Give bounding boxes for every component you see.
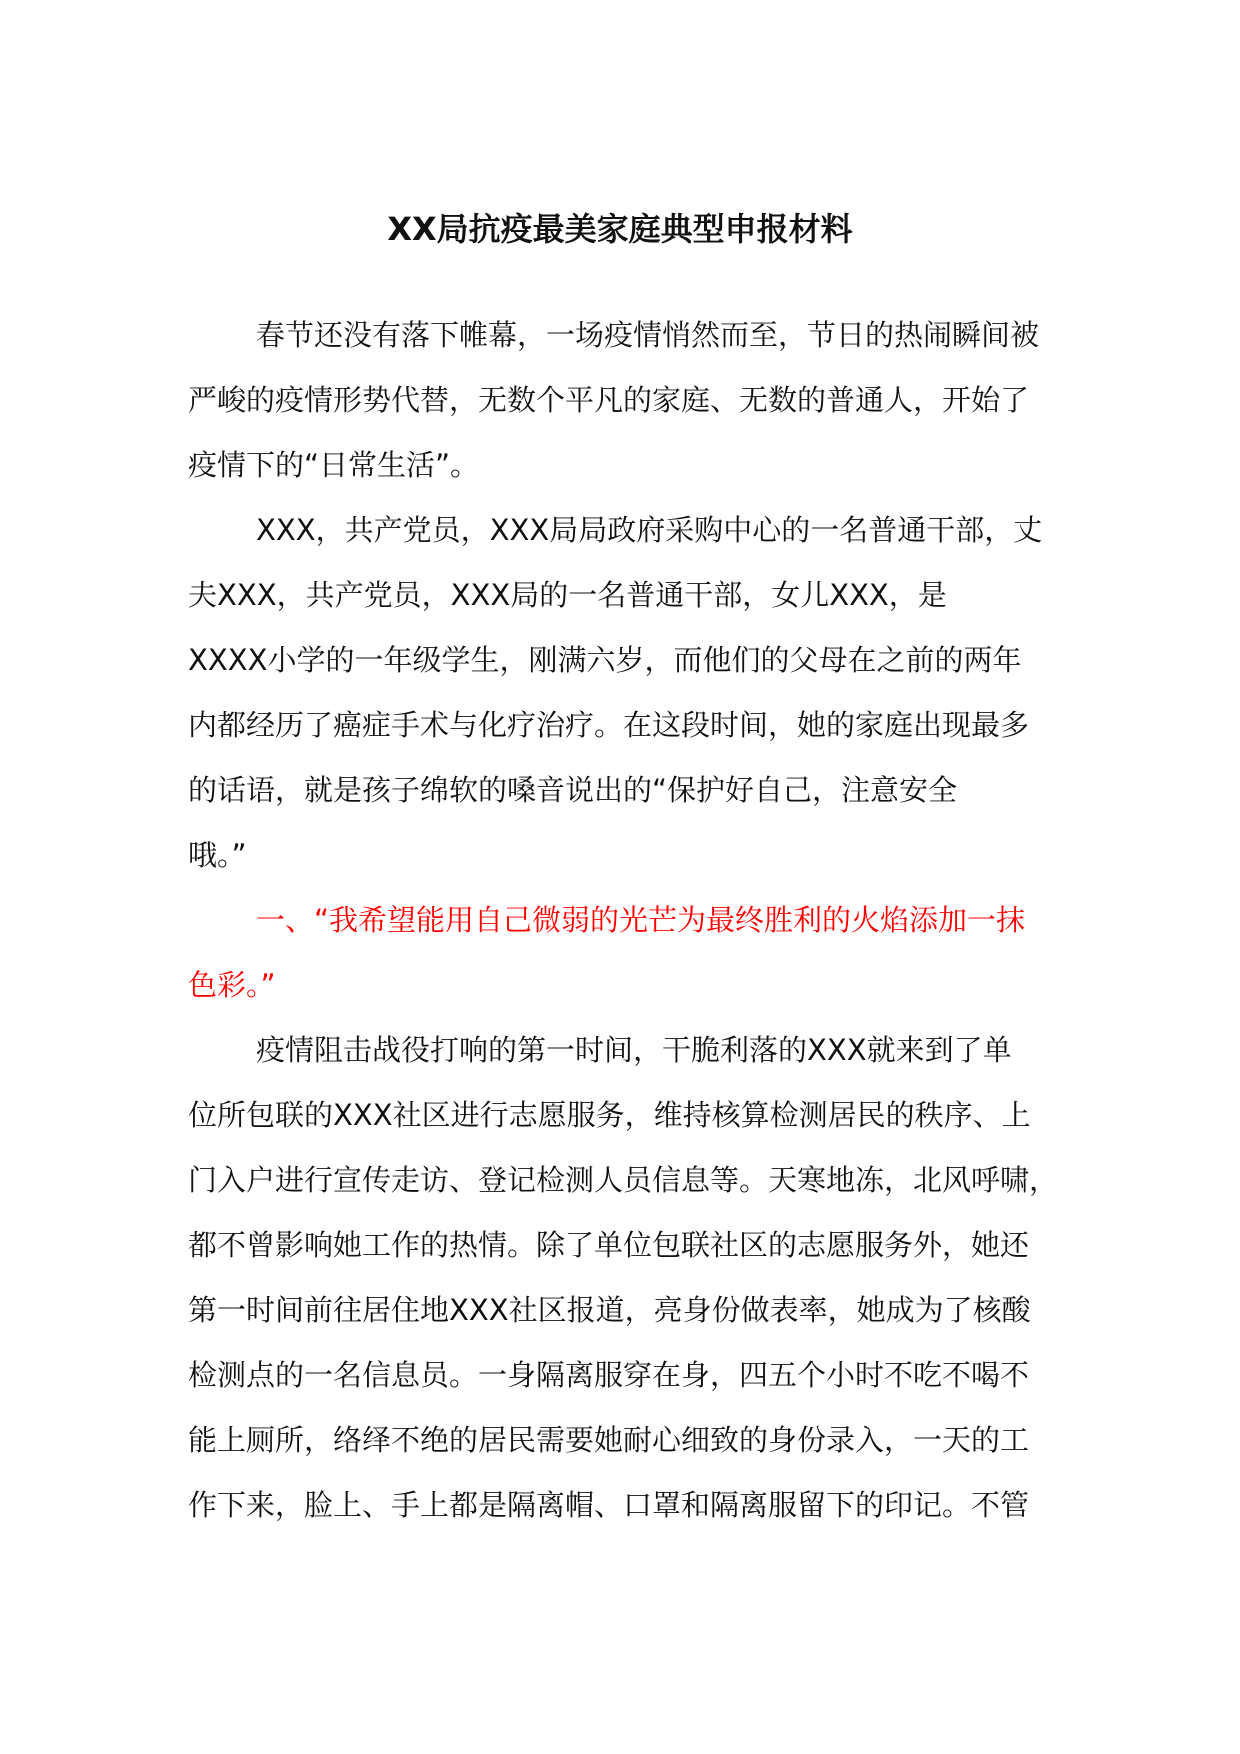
paragraph-line: 夫XXX，共产党员，XXX局的一名普通干部，女儿XXX，是: [188, 578, 947, 612]
paragraph-line: XXX，共产党员，XXX局局政府采购中心的一名普通干部，丈: [256, 513, 1043, 547]
section-heading-line: 色彩。”: [188, 968, 276, 1002]
paragraph-line: 严峻的疫情形势代替，无数个平凡的家庭、无数的普通人，开始了: [188, 383, 1030, 417]
paragraph-line: 作下来，脸上、手上都是隔离帽、口罩和隔离服留下的印记。不管: [188, 1488, 1030, 1522]
paragraph-line: 检测点的一名信息员。一身隔离服穿在身，四五个小时不吃不喝不: [188, 1358, 1030, 1392]
paragraph-line: 春节还没有落下帷幕，一场疫情悄然而至，节日的热闹瞬间被: [256, 318, 1040, 352]
paragraph-line: 都不曾影响她工作的热情。除了单位包联社区的志愿服务外，她还: [188, 1228, 1030, 1262]
document-title: XX局抗疫最美家庭典型申报材料: [387, 210, 853, 248]
paragraph-line: 位所包联的XXX社区进行志愿服务，维持核算检测居民的秩序、上: [188, 1098, 1031, 1132]
section-heading-line: 一、“我希望能用自己微弱的光芒为最终胜利的火焰添加一抹: [256, 903, 1026, 937]
paragraph-line: 疫情下的“日常生活”。: [188, 448, 480, 482]
paragraph-line: 能上厕所，络绎不绝的居民需要她耐心细致的身份录入，一天的工: [188, 1423, 1030, 1457]
paragraph-line: 第一时间前往居住地XXX社区报道，亮身份做表率，她成为了核酸: [188, 1293, 1031, 1327]
paragraph-line: 门入户进行宣传走访、登记检测人员信息等。天寒地冻，北风呼啸，: [188, 1163, 1059, 1197]
paragraph-line: 的话语，就是孩子绵软的嗓音说出的“保护好自己，注意安全: [188, 773, 958, 807]
paragraph-line: 哦。”: [188, 838, 247, 872]
paragraph-line: XXXX小学的一年级学生，刚满六岁，而他们的父母在之前的两年: [188, 643, 1022, 677]
paragraph-line: 疫情阻击战役打响的第一时间，干脆利落的XXX就来到了单: [256, 1033, 1012, 1067]
paragraph-line: 内都经历了癌症手术与化疗治疗。在这段时间，她的家庭出现最多: [188, 708, 1030, 742]
document-body: [188, 303, 1058, 1538]
